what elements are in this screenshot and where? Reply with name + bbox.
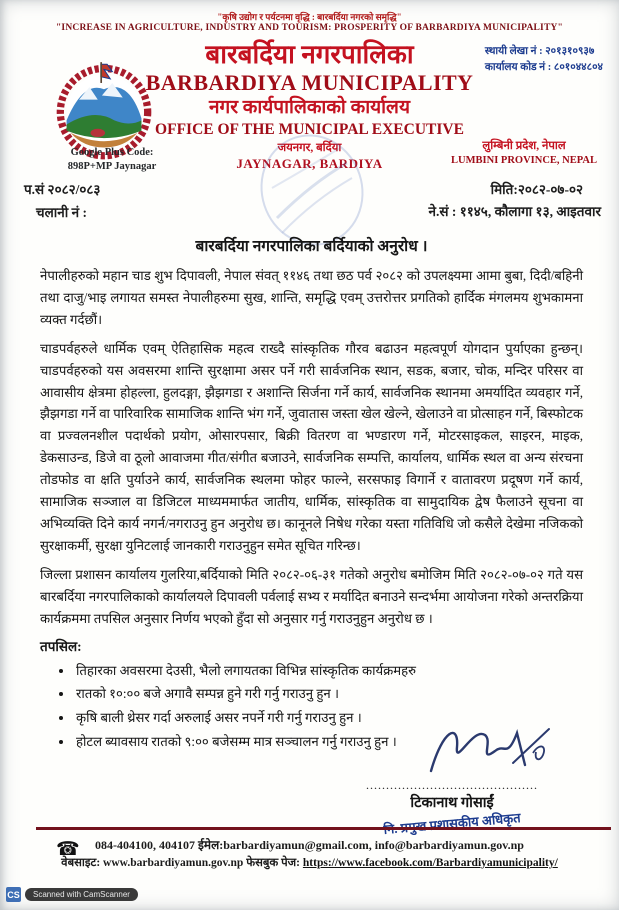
signature-dotted-line: ........................................... <box>366 778 538 792</box>
footer-phone-email: 084-404100, 404107 ईमेल:barbardiyamun@gmail.com, info@barbardiyamun.gov.np <box>95 838 524 852</box>
signatory-designation: नि. प्रमुख प्रशासकीय अधिकृत <box>382 810 522 837</box>
tapasil-heading: तपसिल: <box>40 638 82 654</box>
place-nepali: जयनगर, बर्दिया <box>277 141 342 154</box>
nepal-sambat-date: ने.सं : ११४५, कौलागा १३, आइतवार <box>428 204 601 219</box>
letter-body <box>40 234 583 754</box>
signatory-name: टिकानाथ गोसाईं <box>410 795 494 811</box>
letter-date: मिति:२०८२-०७-०२ <box>490 182 583 197</box>
place-english: JAYNAGAR, BARDIYA <box>236 155 383 171</box>
slogan-english: "INCREASE IN AGRICULTURE, INDUSTRY AND TOURISM: PROSPERITY OF BARBARDIYA MUNICIPALITY" <box>55 23 564 33</box>
bullet-item-10pm-finish: • रातको १०:०० बजे अगावै सम्पन्न हुने गरी गर्नु गराउनु हुन । <box>74 682 583 706</box>
registration-numbers <box>485 44 603 77</box>
letter-subject: बारबर्दिया नगरपालिका बर्दियाको अनुरोध । <box>195 238 428 255</box>
footer-contact <box>0 836 619 872</box>
camscanner-watermark <box>6 887 138 902</box>
handwritten-signature <box>413 719 563 781</box>
office-name-nepali: नगर कार्यपालिकाको कार्यालय <box>209 97 410 119</box>
facebook-label: फेसबुक पेज: <box>246 857 301 869</box>
province-english: LUMBINI PROVINCE, NEPAL <box>451 155 597 167</box>
google-plus-code: Google Plus Code: 898P+MP Jaynagar <box>67 147 157 172</box>
office-name-english: OFFICE OF THE MUNICIPAL EXECUTIVE <box>155 121 464 139</box>
letterhead-titles <box>120 40 499 172</box>
bullet-item-thresher: • कृषि बाली थ्रेसर गर्दा अरुलाई असर नपर्ने गरी गर्नु गराउनु हुन । <box>74 706 583 730</box>
municipality-name-english: BARBARDIYA MUNICIPALITY <box>145 69 474 95</box>
bullet-item-cultural-programs: • तिहारका अवसरमा देउसी, भैलो लगायतका विभिन्न सांस्कृतिक कार्यक्रमहरु <box>74 659 583 683</box>
facebook-url: https://www.facebook.com/Barbardiyamunicipality/ <box>302 857 558 869</box>
permanent-account-number: स्थायी लेखा नं : २०१३१०९३७ <box>484 46 595 57</box>
footer-separator-line <box>36 827 611 830</box>
province-block <box>451 138 597 169</box>
paragraph-decision: जिल्ला प्रशासन कार्यालय गुलरिया,बर्दियाको मिति २०८२-०६-३१ गतेको अनुरोध बमोजिम मिति २०८२-०७-०२ गते यस बारबर्दिया नगरपालिकाको कार्यालयले दिपावली पर्वलाई सभ्य र मर्यादित बनाउने सन्दर्भमा आयोजना गरेको अन्तरक्रिया कार्यक्रममा तपसिल अनुसार निर्णय भएको हुँदा सो अनुसार गर्नु गराउनुहुन अनुरोध छ । <box>40 566 583 626</box>
camscanner-logo: CS <box>6 887 21 902</box>
municipality-name-nepali: बारबर्दिया नगरपालिका <box>205 40 414 69</box>
dispatch-number: चलानी नं : <box>36 205 87 220</box>
paragraph-prohibitions: चाडपर्वहरुले धार्मिक एवम् ऐतिहासिक महत्व राख्दै सांस्कृतिक गौरव बढाउन महत्वपूर्ण योगदान पुर्याएका हुन्छन्। चाडपर्वहरुको यस अवसरमा शान्ति सुरक्षामा असर पर्ने गरी सार्वजनिक स्थान, सडक, बजार, चोक, मन्दिर परिसर वा आवासीय क्षेत्रमा होहल्ला, हुलदङ्गा, झैझगडा र अशान्ति सिर्जना गर्ने कार्य, सार्वजनिक स्थानमा अमर्यादित व्यवहार गर्ने, झैझगडा गर्ने वा पारिवारिक सामाजिक शान्ति भंग गर्ने, जुवातास जस्ता खेल खेल्ने, खेलाउने वा प्रोत्साहन गर्ने, बिस्फोटक वा प्रज्वलनशील पदार्थको प्रयोग, ओसारपसार, बिक्री वितरण वा भण्डारण गर्ने, मोटरसाइकल, साइरन, माइक, डेकसाउन्ड, डिजे वा ठूलो आवाजमा गीत/संगीत बजाउने, सार्वजनिक सम्पत्ति, कार्यालय, धार्मिक स्थल वा अन्य संरचना तोडफोड वा क्षति पुर्याउने कार्य, सार्वजनिक स्थलमा फोहर फाल्ने, सरसफाइ विगार्ने र वातावरण प्रदूषण गर्ने कार्य, सामाजिक सञ्जाल वा डिजिटल माध्यममार्फत जातीय, धार्मिक, सांस्कृतिक वा सामुदायिक द्वेष फैलाउने सूचना वा अभिव्यक्ति दिने कार्य नगर्न/नगराउनु हुन अनुरोध छ। कानूनले निषेध गरेका यस्ता गतिविधि जो कसैले देखेमा नजिकको सुरक्षाकर्मी, सुरक्षा युनिटलाई जानकारी गराउनुहुन समेत सूचित गरिन्छ। <box>40 340 583 553</box>
paragraph-greeting: नेपालीहरुको महान चाड शुभ दिपावली, नेपाल संवत् ११४६ तथा छठ पर्व २०८२ को उपलक्ष्यमा आमा बुबा, दिदी/बहिनी तथा दाजु/भाइ लगायत समस्त नेपालीहरुमा सुख, शान्ति, समृद्धि एवम् उत्तरोत्तर प्रगतिको हार्दिक मंगलमय शुभकामना व्यक्त गर्दछौं। <box>40 268 583 327</box>
telephone-icon: ☎ <box>56 839 80 860</box>
bullet-item-hotel-9pm: • होटल ब्यावसाय रातको ९:०० बजेसम्म मात्र सञ्चालन गर्नु गराउनु हुन । <box>74 730 583 754</box>
website-label: वेबसाइट: <box>61 857 101 869</box>
province-nepali: लुम्बिनी प्रदेश, नेपाल <box>482 140 566 152</box>
slogan-nepali: "कृषि उद्योग र पर्यटनमा वृद्धि : बारबर्दिया नगरको समृद्धि" <box>217 12 402 22</box>
camscanner-label: Scanned with CamScanner <box>25 888 138 901</box>
office-code-number: कार्यालय कोड नं : ८०१०४४८०४ <box>484 62 603 74</box>
website-url: www.barbardiyamun.gov.np <box>103 857 244 869</box>
reference-number: प.सं २०८२/०८३ <box>24 182 101 197</box>
footer-web-facebook <box>0 854 619 872</box>
signature-block <box>327 733 577 837</box>
